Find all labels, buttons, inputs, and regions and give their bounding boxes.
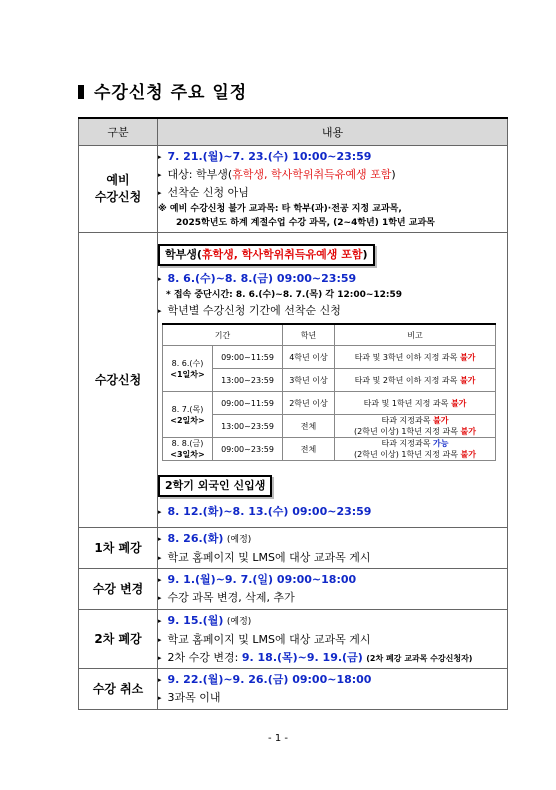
triangle-bullet-icon: ▸ <box>158 616 162 625</box>
main-date: 8. 6.(수)~8. 8.(금) 09:00~23:59 <box>167 272 357 285</box>
close2-content: ▸ 9. 15.(월) (예정) ▸ 학교 홈페이지 및 LMS에 대상 교과목 게시 ▸ 2차 수강 변경: 9. 18.(목)~9. 19.(금) (2차 폐강 교과목 수강신청자) <box>158 610 508 669</box>
header-content: 내용 <box>158 118 508 146</box>
page-title <box>78 78 247 103</box>
table-row: 13:00~23:59 전체 타과 지정과목 불가 (2학년 이상) 1학년 지정 과목 불가 <box>163 415 496 438</box>
triangle-bullet-icon: ▸ <box>158 508 162 516</box>
page-title-text: 수강신청 주요 일정 <box>94 83 248 103</box>
triangle-bullet-icon: ▸ <box>158 171 162 179</box>
prelim-note: ※ 예비 수강신청 불가 교과목: 타 학부(과)·전공 지정 교과목, <box>158 204 402 214</box>
header-row <box>79 118 508 146</box>
close1-category: 1차 폐강 <box>79 528 158 569</box>
main-category: 수강신청 <box>79 233 158 528</box>
page-number: - 1 - <box>268 733 288 744</box>
sub-header-grade: 학년 <box>283 324 335 346</box>
day3-cell: 8. 8.(금) <3일차> <box>163 438 213 461</box>
triangle-bullet-icon: ▸ <box>158 275 162 283</box>
row-first-closure <box>79 528 508 569</box>
triangle-bullet-icon: ▸ <box>158 653 162 662</box>
table-row: 8. 7.(목) <2일차> 09:00~11:59 2학년 이상 타과 및 1학년 지정 과목 불가 <box>163 392 496 415</box>
cancel-category: 수강 취소 <box>79 669 158 710</box>
change-category: 수강 변경 <box>79 569 158 610</box>
table-row: 8. 6.(수) <1일차> 09:00~11:59 4학년 이상 타과 및 3학년 이하 지정 과목 불가 <box>163 346 496 369</box>
foreign-date: 8. 12.(화)~8. 13.(수) 09:00~23:59 <box>167 505 372 518</box>
triangle-bullet-icon: ▸ <box>158 307 162 315</box>
header-category: 구분 <box>79 118 158 146</box>
sub-header-remark: 비고 <box>335 324 496 346</box>
row-main-registration <box>79 233 508 528</box>
foreign-freshmen-box: 2학기 외국인 신입생 <box>158 475 272 497</box>
prelim-category: 예비 수강신청 <box>79 146 158 233</box>
sub-header-period: 기간 <box>163 324 283 346</box>
close1-content: ▸ 8. 26.(화) (예정) ▸ 학교 홈페이지 및 LMS에 대상 교과목 게시 <box>158 528 508 569</box>
close2-category: 2차 폐강 <box>79 610 158 669</box>
undergrad-box: 학부생(휴학생, 학사학위취득유예생 포함) <box>158 244 375 266</box>
prelim-content: ▸ 7. 21.(월)~7. 23.(수) 10:00~23:59 ▸ 대상: 학부생(휴학생, 학사학위취득유예생 포함) ▸ 선착순 신청 아님 ※ 예비 수강신청 불가 교과목: 타 학부(과)·전공 지정 교과목, 2025학년도 하계 계절수업 수강 과목, (2~4학년) 1학년 교과목 <box>158 146 508 233</box>
main-content: 학부생(휴학생, 학사학위취득유예생 포함) ▸ 8. 6.(수)~8. 8.(금) 09:00~23:59 * 접속 중단시간: 8. 6.(수)~8. 7.(목) 각 12:00~12:59 ▸ 학년별 수강신청 기간에 선착순 신청 기간 학년 비고 8. 6.(수) <1일차> 09:00~11:59 4학년 이상 타과 및 3학년 이하 지정 과목 불가 13:00~23:59 3학년 이상 타과 및 2학년 이하 지정 과목 불가 8. 7.(목) <2일차> 09:00~11:59 2학년 이상 타과 및 1학년 지정 과목 불가 13:00~23:59 전체 타과 지정과목 불가 (2학년 이상) 1학년 지정 과목 불가 8. 8.(금) <3일차> 09:00~23:59 전체 타과 지정과목 가능 (2학년 이상) 1학년 지정 과목 불가 2학기 외국인 신입생 ▸ 8. 12.(화)~8. 13.(수) 09:00~23:59 <box>158 233 508 528</box>
day2-cell: 8. 7.(목) <2일차> <box>163 392 213 438</box>
schedule-table <box>78 117 508 710</box>
pause-note: * 접속 중단시간: 8. 6.(수)~8. 7.(목) 각 12:00~12:59 <box>166 290 403 300</box>
day1-cell: 8. 6.(수) <1일차> <box>163 346 213 392</box>
row-prelim-registration <box>79 146 508 233</box>
row-second-closure <box>79 610 508 669</box>
row-course-change <box>79 569 508 610</box>
prelim-date: 7. 21.(월)~7. 23.(수) 10:00~23:59 <box>167 150 372 163</box>
row-course-cancel <box>79 669 508 710</box>
triangle-bullet-icon: ▸ <box>158 553 162 562</box>
triangle-bullet-icon: ▸ <box>158 594 162 602</box>
triangle-bullet-icon: ▸ <box>158 635 162 644</box>
triangle-bullet-icon: ▸ <box>158 694 162 702</box>
triangle-bullet-icon: ▸ <box>158 576 162 584</box>
cancel-content: ▸ 9. 22.(월)~9. 26.(금) 09:00~18:00 ▸ 3과목 이내 <box>158 669 508 710</box>
table-row: 8. 8.(금) <3일차> 09:00~23:59 전체 타과 지정과목 가능 (2학년 이상) 1학년 지정 과목 불가 <box>163 438 496 461</box>
triangle-bullet-icon: ▸ <box>158 534 162 543</box>
triangle-bullet-icon: ▸ <box>158 189 162 197</box>
table-row: 13:00~23:59 3학년 이상 타과 및 2학년 이하 지정 과목 불가 <box>163 369 496 392</box>
triangle-bullet-icon: ▸ <box>158 153 162 161</box>
triangle-bullet-icon: ▸ <box>158 676 162 684</box>
grade-schedule-table <box>162 323 496 461</box>
change-content: ▸ 9. 1.(월)~9. 7.(일) 09:00~18:00 ▸ 수강 과목 변경, 삭제, 추가 <box>158 569 508 610</box>
square-bullet-icon <box>78 85 84 99</box>
